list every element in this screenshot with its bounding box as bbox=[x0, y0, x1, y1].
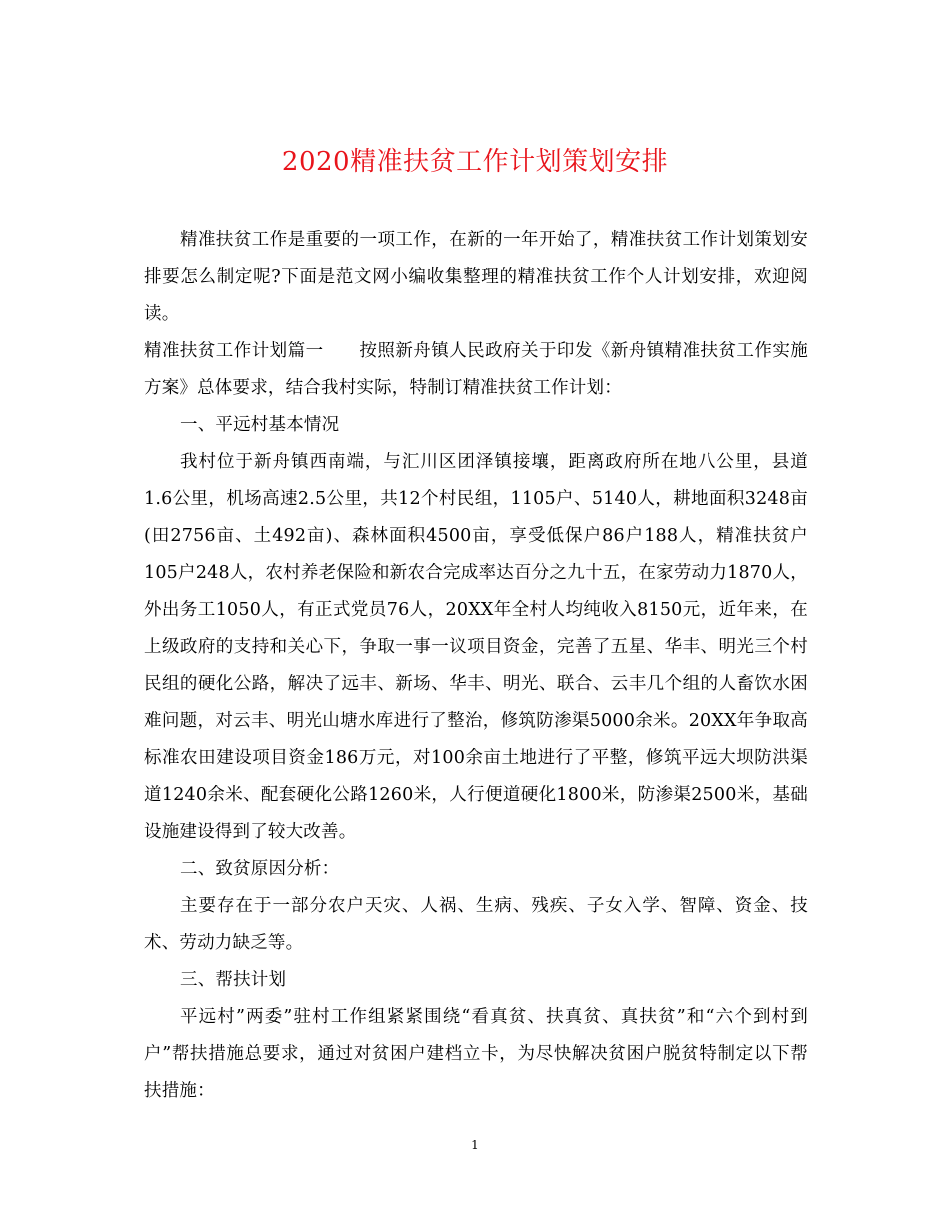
plan-heading-paragraph: 精准扶贫工作计划篇一 按照新舟镇人民政府关于印发《新舟镇精准扶贫工作实施方案》总体要求，结合我村实际，特制订精准扶贫工作计划： bbox=[144, 341, 808, 398]
document-body bbox=[144, 222, 808, 1110]
section-heading-poverty-causes: 二、致贫原因分析： bbox=[180, 859, 340, 879]
page-number: 1 bbox=[471, 1138, 479, 1152]
section-heading-basic-info: 一、平远村基本情况 bbox=[180, 415, 340, 435]
village-info-paragraph: 我村位于新舟镇西南端，与汇川区团泽镇接壤，距离政府所在地八公里，县道1.6公里，机场高速2.5公里，共12个村民组，1105户、5140人，耕地面积3248亩(田2756亩、土492亩)、森林面积4500亩，享受低保户86户188人，精准扶贫户105户248人，农村养老保险和新农合完成率达百分之九十五，在家劳动力1870人，外出务工1050人，有正式党员76人，20XX年全村人均纯收入8150元，近年来，在上级政府的支持和关心下，争取一事一议项目资金，完善了五星、华丰、明光三个村民组的硬化公路，解决了远丰、新场、华丰、明光、联合、云丰几个组的人畜饮水困难问题，对云丰、明光山塘水库进行了整治，修筑防渗渠5000余米。20XX年争取高标准农田建设项目资金186万元，对100余亩土地进行了平整，修筑平远大坝防洪渠道1240余米、配套硬化公路1260米，人行便道硬化1800米，防渗渠2500米，基础设施建设得到了较大改善。 bbox=[144, 452, 808, 842]
document-title: 2020精准扶贫工作计划策划安排 bbox=[281, 147, 669, 177]
assistance-plan-paragraph: 平远村”两委”驻村工作组紧紧围绕“看真贫、扶真贫、真扶贫”和“六个到村到户”帮扶措施总要求，通过对贫困户建档立卡，为尽快解决贫困户脱贫特制定以下帮扶措施： bbox=[144, 1007, 808, 1101]
intro-paragraph: 精准扶贫工作是重要的一项工作，在新的一年开始了，精准扶贫工作计划策划安排要怎么制定呢?下面是范文网小编收集整理的精准扶贫工作个人计划安排，欢迎阅读。 bbox=[144, 230, 808, 324]
poverty-causes-paragraph: 主要存在于一部分农户天灾、人祸、生病、残疾、子女入学、智障、资金、技术、劳动力缺乏等。 bbox=[144, 896, 808, 953]
section-heading-assistance-plan: 三、帮扶计划 bbox=[180, 970, 287, 990]
